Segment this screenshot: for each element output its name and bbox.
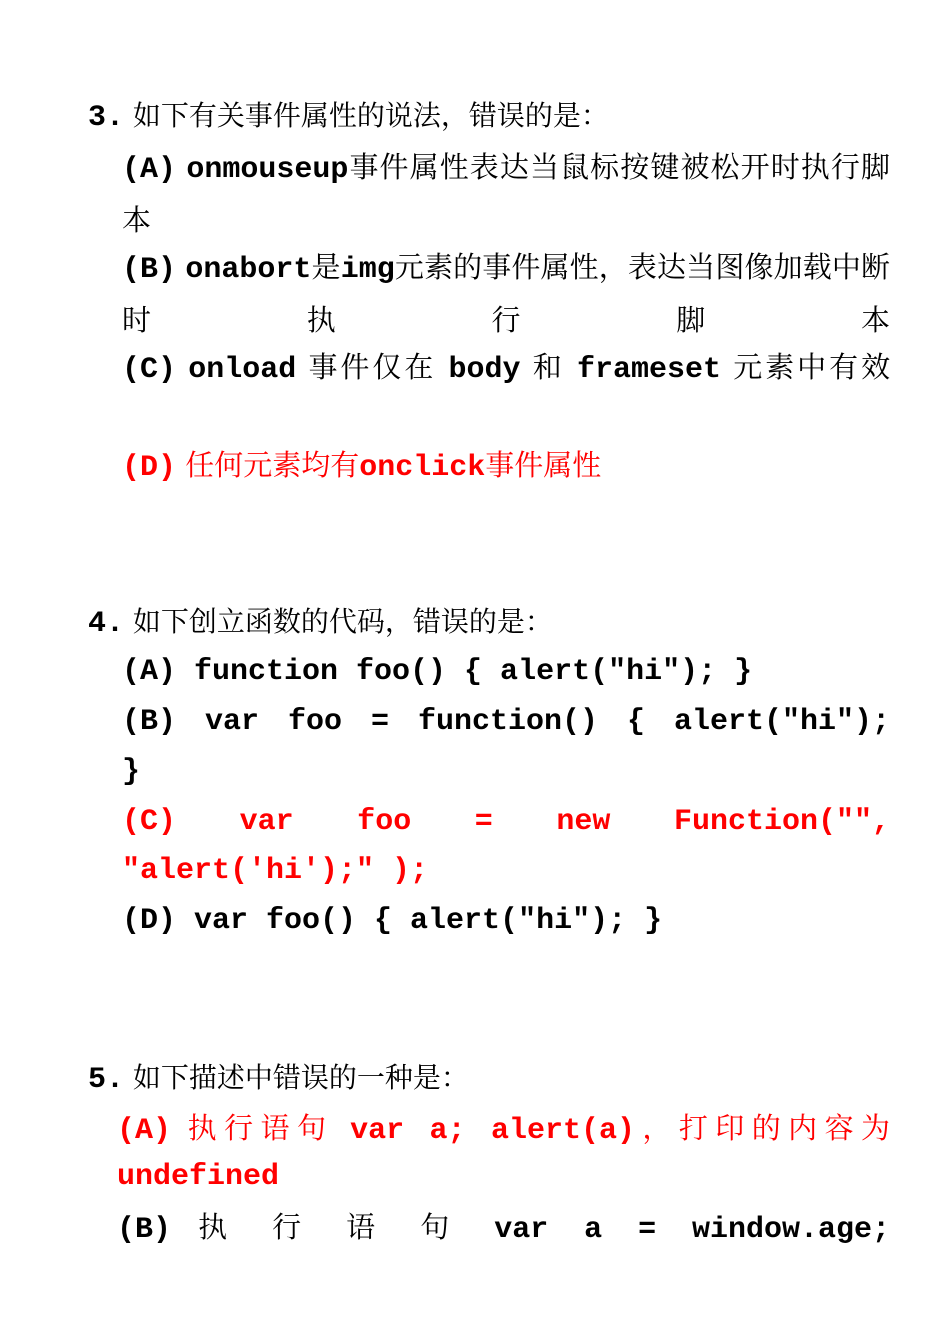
question-number: 4. <box>88 607 125 641</box>
q3-option-c: (C) onload 事件仅在 body 和 frameset 元素中有效 <box>122 350 891 387</box>
question-number: 3. <box>88 101 125 135</box>
q3-option-a: (A) onmouseup事件属性表达当鼠标按键被松开时执行脚本 <box>122 150 890 237</box>
question-5-stem <box>88 1060 469 1098</box>
q4-option-c-answer-line1: (C) var foo = new Function("", <box>122 805 890 839</box>
question-text: 如下创立函数的代码，错误的是： <box>132 605 553 638</box>
question-4-stem <box>88 604 553 642</box>
q3-option-d-answer: (D) 任何元素均有onclick事件属性 <box>122 448 602 485</box>
q5-option-a-answer-line2: undefined <box>117 1160 280 1194</box>
q5-option-a-answer-line1: (A) 执行语句 var a; alert(a)，打印的内容为 <box>117 1111 891 1148</box>
question-text: 如下描述中错误的一种是： <box>132 1061 469 1094</box>
question-number: 5. <box>88 1063 125 1097</box>
question-text: 如下有关事件属性的说法，错误的是： <box>132 99 609 132</box>
q4-option-b-line2: } <box>122 755 141 789</box>
q5-option-b: (B) 执 行 语 句 var a = window.age; <box>117 1210 891 1247</box>
q4-option-b-line1: (B) var foo = function() { alert("hi"); <box>122 705 890 739</box>
q4-option-c-answer-line2: "alert('hi');" ); <box>122 854 429 888</box>
q4-option-d: (D) var foo() { alert("hi"); } <box>122 904 663 938</box>
q3-option-b: (B) onabort是img元素的事件属性，表达当图像加载中断时执行脚本 <box>122 250 890 337</box>
q4-option-a: (A) function foo() { alert("hi"); } <box>122 655 753 689</box>
question-3-stem <box>88 98 609 136</box>
